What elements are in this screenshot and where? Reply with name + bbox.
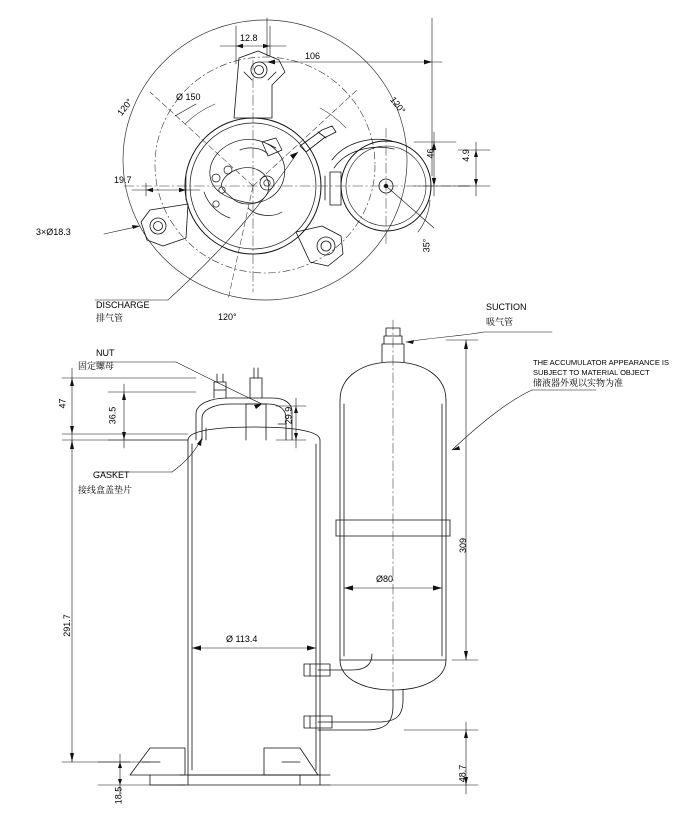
front-view-compressor bbox=[130, 368, 330, 785]
dim-309 bbox=[446, 340, 478, 660]
note-line-1: THE ACCUMULATOR APPEARANCE IS bbox=[533, 358, 670, 367]
dim-3x18-3 bbox=[104, 225, 140, 234]
dim-label-29-9: 29.9 bbox=[283, 406, 294, 425]
dim-label-106: 106 bbox=[305, 51, 321, 61]
note-line-3: 储液器外观以实物为准 bbox=[533, 379, 624, 389]
note-line-2: SUBJECT TO MATERIAL OBJECT bbox=[533, 368, 650, 377]
top-view-mount-lug-top bbox=[234, 51, 285, 118]
dim-46 bbox=[414, 132, 470, 196]
dim-113-4 bbox=[192, 645, 316, 650]
dim-36-5 bbox=[108, 384, 196, 448]
leader-nut bbox=[96, 362, 262, 409]
dim-label-36-5: 36.5 bbox=[107, 406, 118, 425]
dim-label-12-8: 12.8 bbox=[240, 33, 258, 43]
front-view-accumulator bbox=[304, 328, 450, 730]
dim-label-19-7: 19.7 bbox=[114, 175, 132, 185]
callout-gasket-cn: 接线盒盖垫片 bbox=[78, 486, 133, 496]
callout-discharge-cn: 排气管 bbox=[96, 314, 124, 324]
callout-nut-cn: 固定螺母 bbox=[78, 362, 115, 372]
dim-label-3x18-3: 3×Ø18.3 bbox=[36, 227, 71, 237]
callout-discharge-en: DISCHARGE bbox=[96, 300, 150, 310]
dim-48-7 bbox=[330, 722, 478, 794]
angle-label-120-bottom: 120° bbox=[218, 312, 237, 322]
dim-label-80: Ø80 bbox=[376, 574, 394, 584]
dim-150 bbox=[175, 104, 196, 116]
dim-label-309: 309 bbox=[458, 537, 469, 554]
dim-label-4-9: 4.9 bbox=[460, 149, 471, 162]
leader-gasket bbox=[96, 438, 202, 472]
leader-note bbox=[452, 390, 596, 450]
dim-label-150: Ø 150 bbox=[176, 92, 201, 102]
angle-label-35: 35° bbox=[421, 238, 432, 253]
callout-gasket-en: GASKET bbox=[93, 470, 130, 480]
angle-label-120-left: 120° bbox=[115, 96, 135, 118]
callout-suction-cn: 吸气管 bbox=[486, 318, 514, 328]
leader-suction bbox=[406, 332, 552, 344]
dim-label-48-7: 48.7 bbox=[457, 764, 468, 783]
top-view-discharge-pipe bbox=[300, 126, 336, 152]
callout-nut-en: NUT bbox=[96, 348, 115, 358]
callout-suction-en: SUCTION bbox=[486, 302, 527, 312]
dim-47 bbox=[62, 368, 196, 444]
angle-label-120-right: 120° bbox=[388, 94, 408, 116]
dim-label-18-5: 18.5 bbox=[113, 786, 124, 805]
dim-12-8 bbox=[220, 26, 286, 64]
dim-label-113-4: Ø 113.4 bbox=[226, 634, 258, 644]
dim-label-291-7: 291.7 bbox=[61, 614, 72, 637]
dim-106 bbox=[258, 18, 442, 176]
dim-label-47: 47 bbox=[57, 398, 68, 409]
dim-label-46: 46 bbox=[425, 148, 436, 159]
dim-18-5 bbox=[98, 754, 180, 794]
